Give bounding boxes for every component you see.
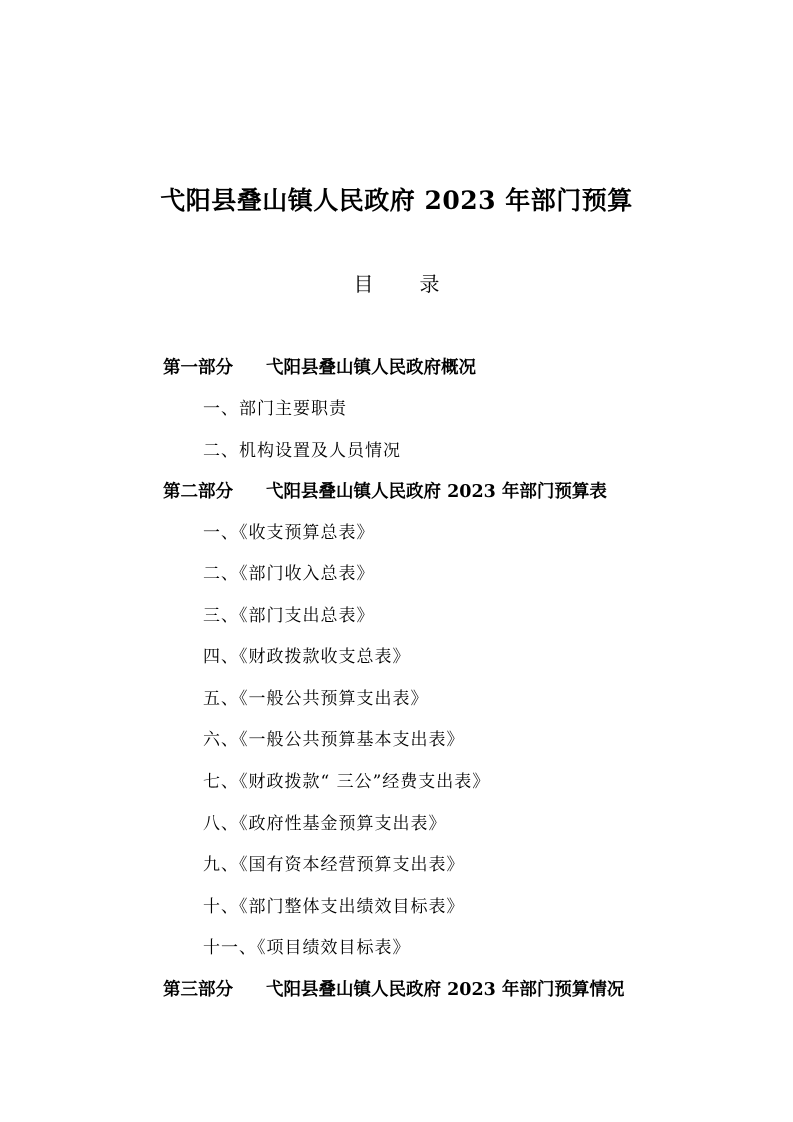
part-label: 第二部分 xyxy=(163,482,233,502)
toc-item: 十一、《项目绩效目标表》 xyxy=(203,938,411,958)
toc-item: 二、机构设置及人员情况 xyxy=(203,441,401,461)
toc-item: 四、《财政拨款收支总表》 xyxy=(203,647,411,667)
toc-item: 一、部门主要职责 xyxy=(203,399,347,419)
part-label: 第一部分 xyxy=(163,358,233,378)
toc-part-2 xyxy=(163,477,607,507)
part-title: 弋阳县叠山镇人民政府 2023 年部门预算表 xyxy=(266,482,607,502)
toc-item: 九、《国有资本经营预算支出表》 xyxy=(203,855,465,875)
toc-part-3 xyxy=(163,975,624,1005)
toc-item: 八、《政府性基金预算支出表》 xyxy=(203,814,447,834)
toc-item: 十、《部门整体支出绩效目标表》 xyxy=(203,897,465,917)
toc-heading xyxy=(0,270,793,298)
toc-item: 一、《收支预算总表》 xyxy=(203,523,375,543)
toc-item: 五、《一般公共预算支出表》 xyxy=(203,689,429,709)
toc-item: 二、《部门收入总表》 xyxy=(203,564,375,584)
document-title: 弋阳县叠山镇人民政府 2023 年部门预算 xyxy=(160,186,633,215)
toc-heading-char-2: 录 xyxy=(419,272,440,296)
part-title: 弋阳县叠山镇人民政府概况 xyxy=(266,358,476,378)
part-title: 弋阳县叠山镇人民政府 2023 年部门预算情况 xyxy=(266,980,625,1000)
toc-item: 七、《财政拨款“ 三公”经费支出表》 xyxy=(203,772,491,792)
part-label: 第三部分 xyxy=(163,980,233,1000)
toc-part-1 xyxy=(163,353,476,383)
toc-item: 六、《一般公共预算基本支出表》 xyxy=(203,730,465,750)
toc-item: 三、《部门支出总表》 xyxy=(203,606,375,626)
toc-heading-char-1: 目 xyxy=(353,272,374,296)
